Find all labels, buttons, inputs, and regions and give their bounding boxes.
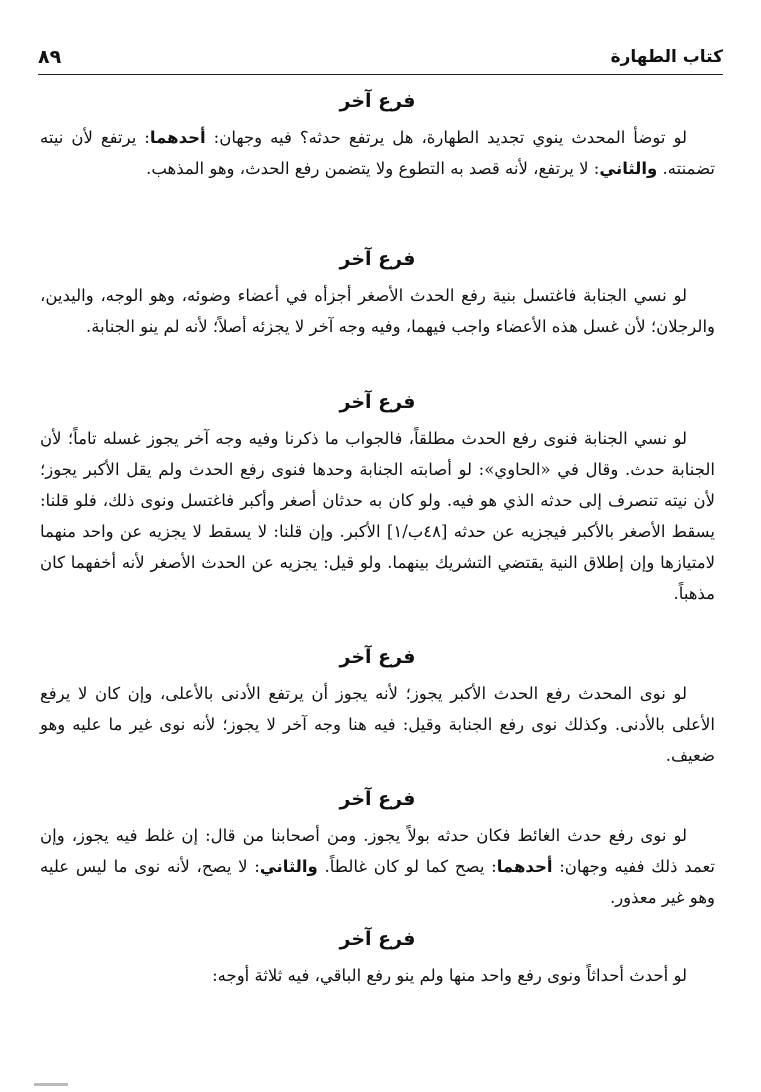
text-run: لو نسي الجنابة فنوى رفع الحدث مطلقاً، فالجواب ما ذكرنا وفيه وجه آخر يجوز غسله تاماً؛ لأن الجنابة حدث. وقال في «الحاوي»: لو أصابته الجنابة وحدها فنوى رفع الحدث ولم يقل الأكبر يجوز؛ لأن نيته تنصرف إلى حدثه الذي هو فيه. ولو كان به حدثان أصغر وأكبر فاغتسل ونوى ذلك، فلو قلنا: يسقط الأصغر بالأكبر فيجزيه عن حدثه [٤٨ب/١] الأكبر. وإن قلنا: لا يسقط لا يجزيه عن واحد منهما لامتيازها وإن إطلاق النية يقتضي التشريك بينهما. ولو قيل: يجزيه عن الحدث الأصغر لأنه أخفهما كان مذهباً.: [40, 429, 715, 603]
section-paragraph: [40, 678, 715, 771]
section-paragraph: [40, 280, 715, 342]
section-title: فرع آخر: [339, 248, 416, 270]
page-content: [40, 86, 715, 1014]
section-title: فرع آخر: [339, 788, 416, 810]
section-title: فرع آخر: [339, 90, 416, 112]
bold-term: أحدهما: [496, 857, 553, 876]
section-paragraph: [40, 122, 715, 184]
section-6: [40, 924, 715, 1014]
section-4: [40, 642, 715, 784]
bold-term: والثاني: [259, 857, 318, 876]
section-title: فرع آخر: [339, 391, 416, 413]
bold-term: أحدهما: [149, 128, 206, 147]
bold-term: والثاني: [599, 159, 658, 178]
section-1: [40, 86, 715, 244]
footer-mark: [34, 1083, 68, 1086]
section-3: [40, 387, 715, 642]
text-run: : يرتفع لأن نيته تضمنته.: [40, 128, 715, 178]
text-run: لو توضأ المحدث ينوي تجديد الطهارة، هل يرتفع حدثه؟ فيه وجهان:: [205, 128, 687, 147]
text-run: لو أحدث أحداثاً ونوى رفع واحد منها ولم ينو رفع الباقي، فيه ثلاثة أوجه:: [212, 966, 687, 985]
book-title: كتاب الطهارة: [610, 47, 723, 67]
text-run: لو نوى المحدث رفع الحدث الأكبر يجوز؛ لأنه يجوز أن يرتفع الأدنى بالأعلى، وإن كان لا يرفع الأعلى بالأدنى. وكذلك نوى رفع الجنابة وقيل: فيه هنا وجه آخر لا يجوز؛ لأنه نوى غير ما عليه وهو ضعيف.: [40, 684, 715, 765]
section-paragraph: [40, 960, 715, 991]
text-run: : يصح كما لو كان غالطاً.: [317, 857, 497, 876]
section-title: فرع آخر: [339, 928, 416, 950]
section-paragraph: [40, 423, 715, 609]
section-2: [40, 244, 715, 387]
page-number: ٨٩: [38, 46, 62, 68]
text-run: : لا يرتفع، لأنه قصد به التطوع ولا يتضمن رفع الحدث، وهو المذهب.: [146, 159, 600, 178]
section-5: [40, 784, 715, 924]
text-run: : لا يصح، لأنه نوى ما ليس عليه وهو غير معذور.: [40, 857, 715, 907]
running-header: [38, 40, 723, 75]
text-run: لو نسي الجنابة فاغتسل بنية رفع الحدث الأصغر أجزأه في أعضاء وضوئه، وهو الوجه، واليدين، والرجلان؛ لأن غسل هذه الأعضاء واجب فيهما، وفيه وجه آخر لا يجزئه أصلاً؛ لأنه لم ينو الجنابة.: [40, 286, 715, 336]
section-paragraph: [40, 820, 715, 913]
text-run: لو نوى رفع حدث الغائط فكان حدثه بولاً يجوز. ومن أصحابنا من قال: إن غلط فيه يجوز، وإن تعمد ذلك ففيه وجهان:: [40, 826, 715, 876]
section-title: فرع آخر: [339, 646, 416, 668]
